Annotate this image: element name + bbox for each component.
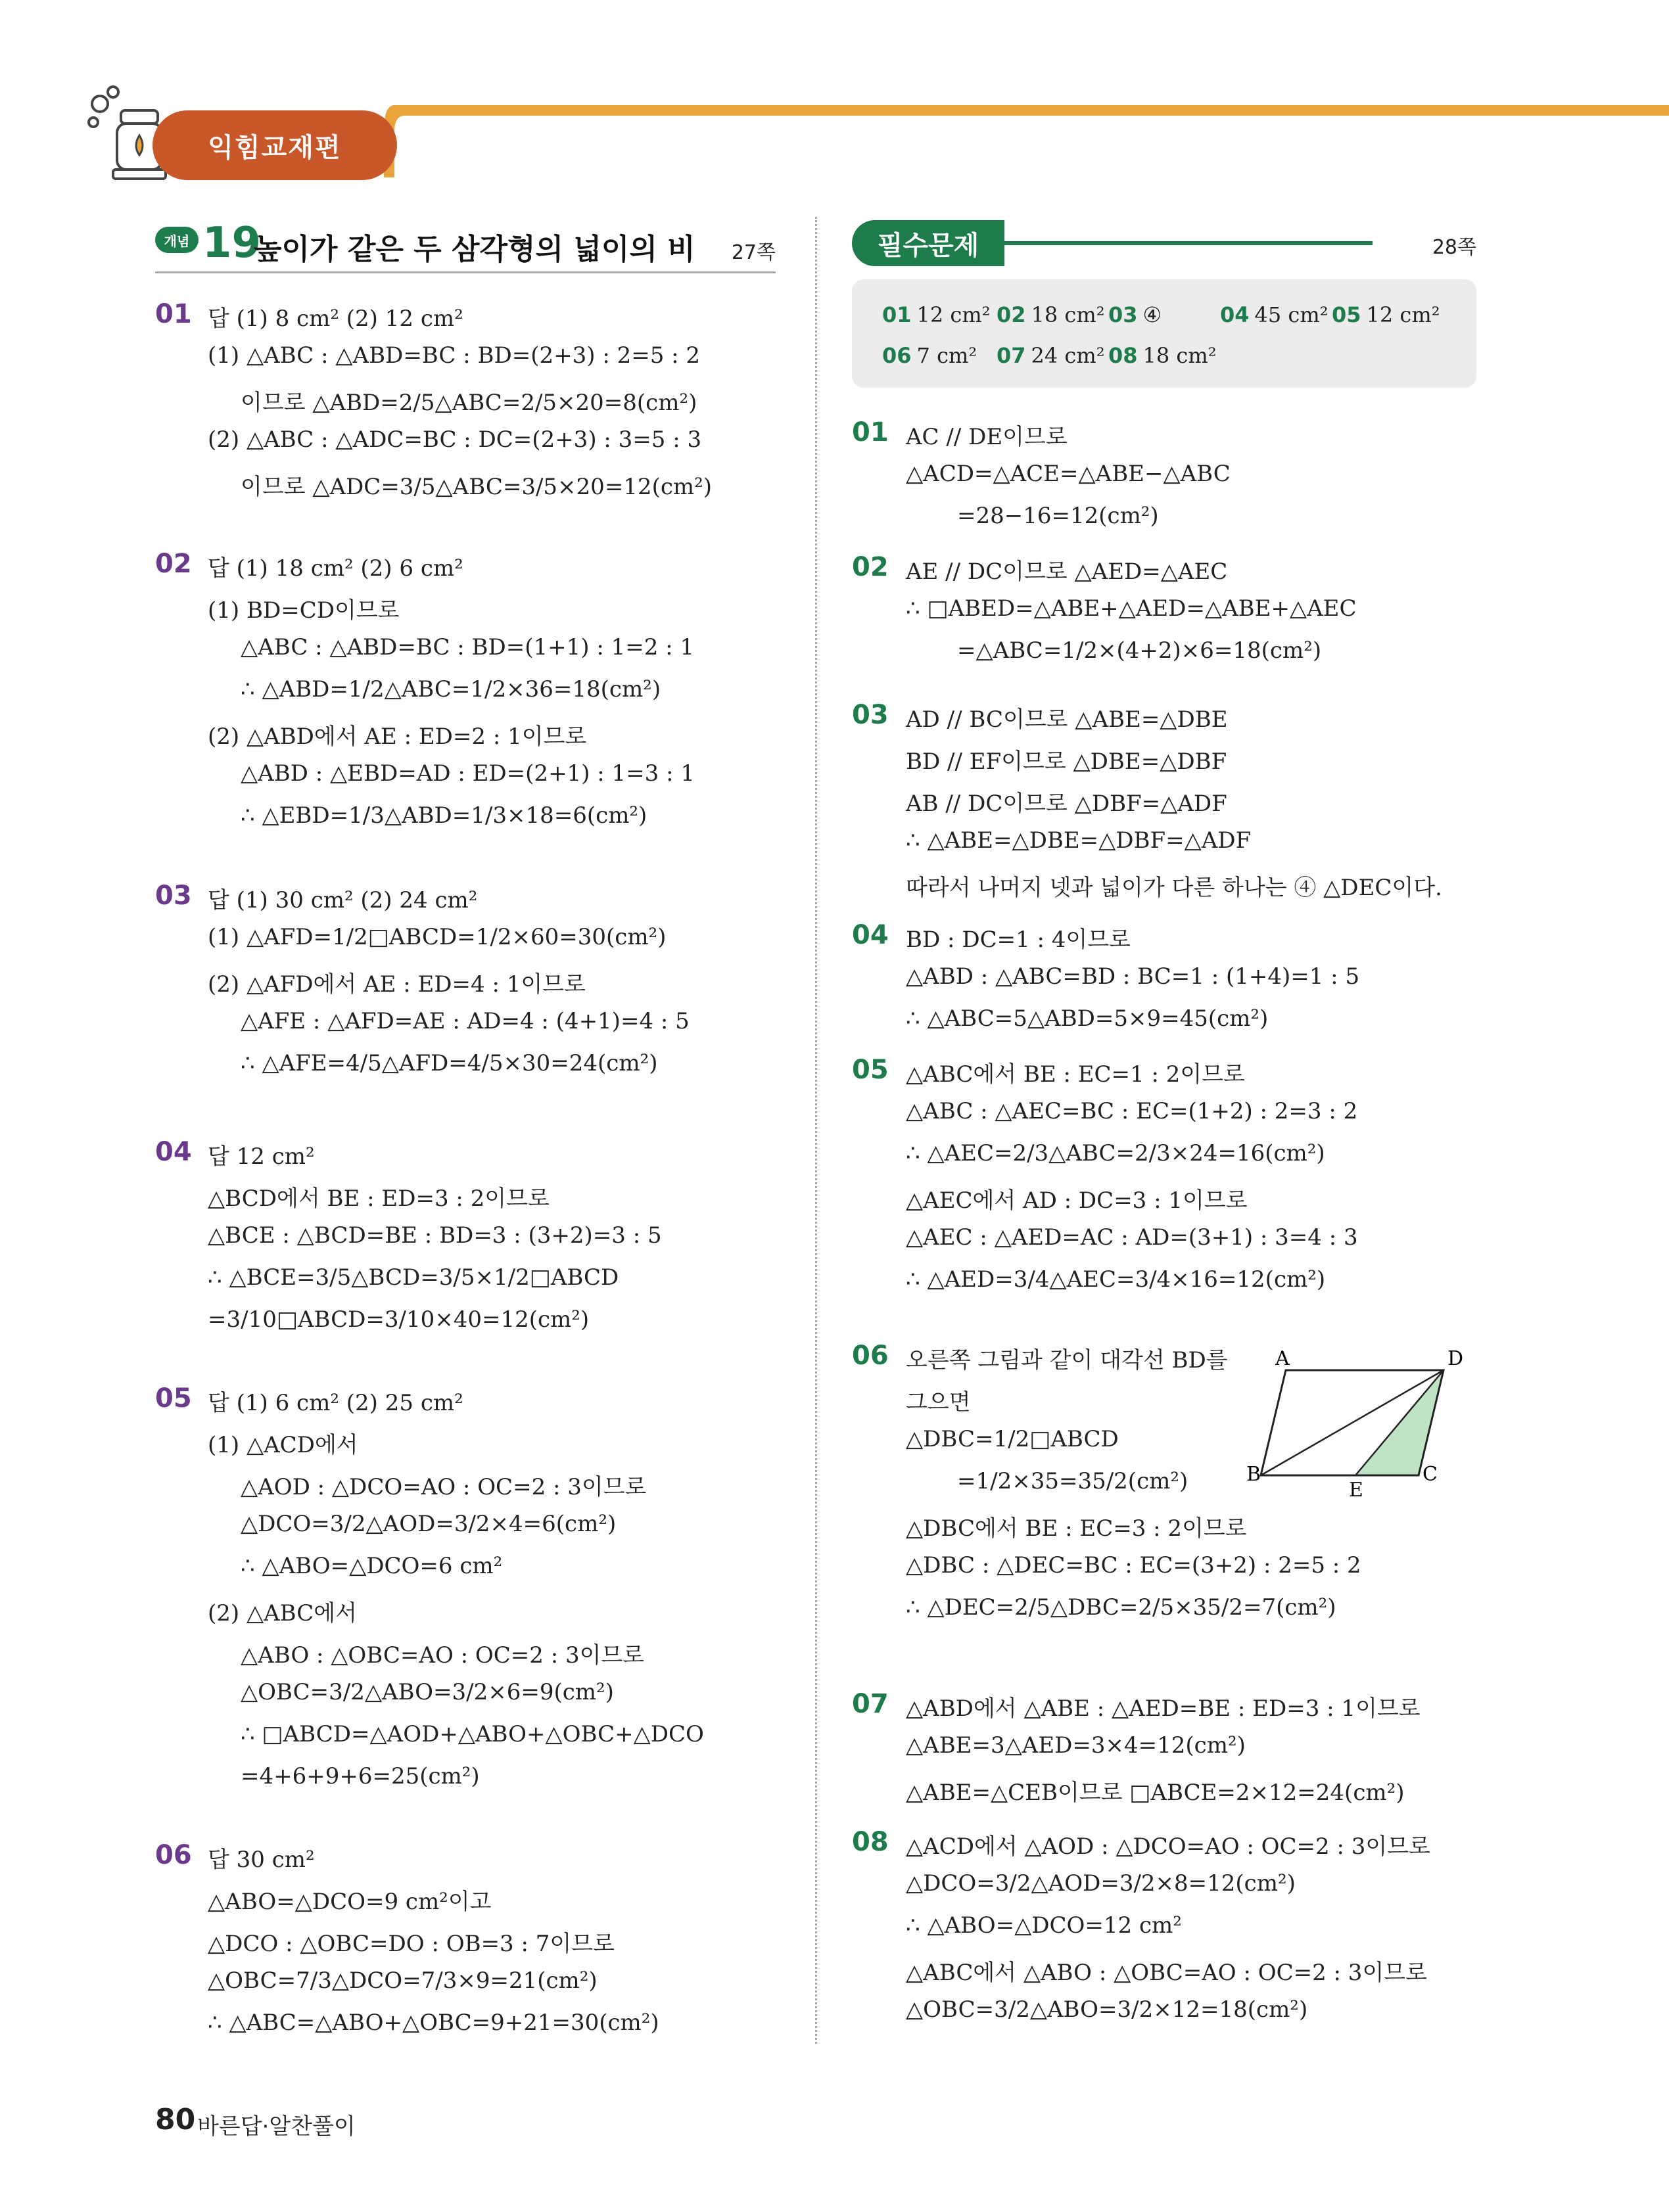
solution-line: ∴ △EBD=1/3△ABD=1/3×18=6(cm²) bbox=[241, 802, 647, 829]
answer-line: 답 (1) 6 cm² (2) 25 cm² bbox=[208, 1390, 463, 1416]
required-problems-rule bbox=[1004, 241, 1373, 245]
solution-line: △DCO : △OBC=DO : OB=3 : 7이므로 bbox=[208, 1931, 615, 1957]
answer-summary-num: 02 bbox=[997, 302, 1026, 327]
answer-summary-value: ④ bbox=[1142, 302, 1162, 327]
solution-line: (2) △ABC : △ADC=BC : DC=(2+3) : 3=5 : 3 bbox=[208, 426, 702, 453]
problem-solution-line: ∴ △AED=3/4△AEC=3/4×16=12(cm²) bbox=[906, 1266, 1326, 1293]
solution-line: (2) △AFD에서 AE : ED=4 : 1이므로 bbox=[208, 971, 586, 998]
answer-summary-value: 12 cm² bbox=[916, 302, 991, 327]
column-divider bbox=[815, 217, 817, 2044]
problem-solution-line: △DCO=3/2△AOD=3/2×8=12(cm²) bbox=[906, 1870, 1296, 1897]
problem-solution-line: ∴ △ABO=△DCO=12 cm² bbox=[906, 1912, 1182, 1939]
solution-line: 이므로 △ADC=3/5△ABC=3/5×20=12(cm²) bbox=[241, 474, 713, 500]
answer-line: 답 30 cm² bbox=[208, 1847, 315, 1873]
solution-line: ∴ △ABC=△ABO+△OBC=9+21=30(cm²) bbox=[208, 2010, 659, 2036]
problem-solution-line: BD // EF이므로 △DBE=△DBF bbox=[906, 749, 1227, 775]
problem-solution-line: AB // DC이므로 △DBF=△ADF bbox=[906, 791, 1227, 817]
problem-solution-line: △ABC : △AEC=BC : EC=(1+2) : 2=3 : 2 bbox=[906, 1098, 1358, 1124]
solution-line: △BCE : △BCD=BE : BD=3 : (3+2)=3 : 5 bbox=[208, 1222, 662, 1249]
problem-solution-line: ∴ △ABC=5△ABD=5×9=45(cm²) bbox=[906, 1005, 1269, 1032]
solution-line: △OBC=3/2△ABO=3/2×6=9(cm²) bbox=[241, 1679, 614, 1705]
problem-solution-line: =△ABC=1/2×(4+2)×6=18(cm²) bbox=[957, 637, 1322, 664]
solution-number: 03 bbox=[155, 881, 192, 911]
problem-solution-line: AC // DE이므로 bbox=[906, 424, 1068, 450]
answer-summary-item bbox=[882, 343, 977, 368]
solution-number: 02 bbox=[155, 549, 192, 579]
problem-solution-line: △ACD에서 △AOD : △DCO=AO : OC=2 : 3이므로 bbox=[906, 1833, 1430, 1860]
solution-line: △ABO : △OBC=AO : OC=2 : 3이므로 bbox=[241, 1642, 645, 1669]
figure-label-d: D bbox=[1447, 1347, 1464, 1370]
problem-number: 02 bbox=[852, 552, 889, 582]
solution-line: (1) △AFD=1/2□ABCD=1/2×60=30(cm²) bbox=[208, 924, 667, 950]
figure-label-e: E bbox=[1349, 1479, 1363, 1502]
answer-summary-num: 07 bbox=[997, 343, 1026, 368]
solution-line: △DCO=3/2△AOD=3/2×4=6(cm²) bbox=[241, 1511, 617, 1537]
problem-solution-line: △ABD : △ABC=BD : BC=1 : (1+4)=1 : 5 bbox=[906, 963, 1360, 990]
solution-line: (2) △ABC에서 bbox=[208, 1600, 357, 1626]
solution-line: △ABD : △EBD=AD : ED=(2+1) : 1=3 : 1 bbox=[241, 760, 695, 787]
answer-summary-num: 08 bbox=[1108, 343, 1138, 368]
solution-line: (1) △ABC : △ABD=BC : BD=(2+3) : 2=5 : 2 bbox=[208, 342, 701, 369]
problem-solution-line: △DBC : △DEC=BC : EC=(3+2) : 2=5 : 2 bbox=[906, 1552, 1361, 1578]
problem-number: 08 bbox=[852, 1827, 889, 1857]
problem-solution-line: △OBC=3/2△ABO=3/2×12=18(cm²) bbox=[906, 1996, 1308, 2023]
solution-line: △ABC : △ABD=BC : BD=(1+1) : 1=2 : 1 bbox=[241, 634, 695, 660]
answer-summary-num: 03 bbox=[1108, 302, 1138, 327]
problem-solution-line: =1/2×35=35/2(cm²) bbox=[957, 1468, 1188, 1494]
solution-line: =4+6+9+6=25(cm²) bbox=[241, 1763, 480, 1789]
problem-number: 03 bbox=[852, 700, 889, 730]
solution-line: (1) BD=CD이므로 bbox=[208, 597, 400, 624]
problem-solution-line: △ABE=△CEB이므로 □ABCE=2×12=24(cm²) bbox=[906, 1780, 1405, 1806]
problem-solution-line: AE // DC이므로 △AED=△AEC bbox=[906, 559, 1228, 585]
solution-line: =3/10□ABCD=3/10×40=12(cm²) bbox=[208, 1306, 590, 1333]
required-problems-header bbox=[852, 220, 1476, 266]
answer-line: 답 (1) 8 cm² (2) 12 cm² bbox=[208, 306, 463, 332]
answer-summary-value: 18 cm² bbox=[1031, 302, 1105, 327]
solution-line: ∴ △BCE=3/5△BCD=3/5×1/2□ABCD bbox=[208, 1264, 619, 1291]
figure-label-b: B bbox=[1246, 1463, 1261, 1486]
section-page-ref: 27쪽 bbox=[731, 241, 776, 264]
problem-solution-line: BD : DC=1 : 4이므로 bbox=[906, 927, 1131, 953]
solution-line: △OBC=7/3△DCO=7/3×9=21(cm²) bbox=[208, 1968, 598, 1994]
solution-number: 04 bbox=[155, 1137, 192, 1167]
section-number: 19 bbox=[202, 219, 262, 267]
solution-line: (2) △ABD에서 AE : ED=2 : 1이므로 bbox=[208, 724, 587, 750]
problem-solution-line: △ABD에서 △ABE : △AED=BE : ED=3 : 1이므로 bbox=[906, 1695, 1421, 1722]
header-tab: 익힘교재편 bbox=[153, 110, 397, 180]
solution-line: △BCD에서 BE : ED=3 : 2이므로 bbox=[208, 1186, 550, 1212]
solution-number: 06 bbox=[155, 1840, 192, 1870]
parallelogram-figure bbox=[1246, 1344, 1496, 1502]
answer-summary-num: 01 bbox=[882, 302, 912, 327]
problem-solution-line: △DBC에서 BE : EC=3 : 2이므로 bbox=[906, 1515, 1247, 1542]
problem-solution-line: △ABC에서 △ABO : △OBC=AO : OC=2 : 3이므로 bbox=[906, 1960, 1427, 1986]
answer-line: 답 (1) 18 cm² (2) 6 cm² bbox=[208, 555, 463, 582]
solution-number: 01 bbox=[155, 299, 192, 329]
answer-summary-value: 45 cm² bbox=[1254, 302, 1328, 327]
figure-label-a: A bbox=[1275, 1347, 1290, 1370]
answer-summary-item bbox=[1108, 302, 1162, 327]
answer-summary-item bbox=[882, 302, 991, 327]
problem-number: 07 bbox=[852, 1689, 889, 1719]
solution-line: ∴ △ABO=△DCO=6 cm² bbox=[241, 1553, 503, 1579]
answer-summary-item bbox=[997, 302, 1105, 327]
problem-solution-line: ∴ △DEC=2/5△DBC=2/5×35/2=7(cm²) bbox=[906, 1594, 1336, 1621]
solution-line: △AOD : △DCO=AO : OC=2 : 3이므로 bbox=[241, 1474, 647, 1500]
problem-solution-line: 그으면 bbox=[906, 1389, 971, 1416]
header-bar bbox=[394, 105, 1669, 116]
answer-line: 답 (1) 30 cm² (2) 24 cm² bbox=[208, 887, 478, 913]
answer-summary-value: 7 cm² bbox=[916, 343, 977, 368]
solution-line: 이므로 △ABD=2/5△ABC=2/5×20=8(cm²) bbox=[241, 390, 697, 416]
problem-solution-line: △ABC에서 BE : EC=1 : 2이므로 bbox=[906, 1061, 1245, 1088]
answer-summary-item bbox=[1220, 302, 1328, 327]
answer-line: 답 12 cm² bbox=[208, 1143, 315, 1170]
solution-line: ∴ △AFE=4/5△AFD=4/5×30=24(cm²) bbox=[241, 1050, 658, 1076]
answer-summary-num: 04 bbox=[1220, 302, 1250, 327]
section-title-bar bbox=[155, 220, 776, 273]
answer-summary-box bbox=[852, 279, 1476, 388]
answer-summary-item bbox=[1108, 343, 1217, 368]
problem-solution-line: AD // BC이므로 △ABE=△DBE bbox=[906, 706, 1228, 733]
problem-solution-line: ∴ □ABED=△ABE+△AED=△ABE+△AEC bbox=[906, 595, 1357, 622]
solution-line: (1) △ACD에서 bbox=[208, 1432, 358, 1458]
problem-solution-line: ∴ △AEC=2/3△ABC=2/3×24=16(cm²) bbox=[906, 1140, 1325, 1166]
footer-text: 바른답·알찬풀이 bbox=[197, 2113, 356, 2140]
problem-solution-line: △ACD=△ACE=△ABE−△ABC bbox=[906, 461, 1231, 487]
solution-line: △ABO=△DCO=9 cm²이고 bbox=[208, 1889, 492, 1915]
problem-number: 06 bbox=[852, 1341, 889, 1371]
problem-number: 01 bbox=[852, 417, 889, 448]
solution-line: △AFE : △AFD=AE : AD=4 : (4+1)=4 : 5 bbox=[241, 1008, 690, 1034]
problem-solution-line: ∴ △ABE=△DBE=△DBF=△ADF bbox=[906, 827, 1252, 854]
section-title: 높이가 같은 두 삼각형의 넓이의 비 bbox=[254, 233, 695, 266]
problem-number: 05 bbox=[852, 1055, 889, 1085]
required-problems-page-ref: 28쪽 bbox=[1432, 236, 1476, 259]
solution-line: ∴ □ABCD=△AOD+△ABO+△OBC+△DCO bbox=[241, 1721, 704, 1747]
answer-summary-value: 24 cm² bbox=[1031, 343, 1105, 368]
answer-summary-num: 06 bbox=[882, 343, 912, 368]
problem-solution-line: △ABE=3△AED=3×4=12(cm²) bbox=[906, 1732, 1246, 1759]
answer-summary-value: 18 cm² bbox=[1142, 343, 1217, 368]
problem-solution-line: 따라서 나머지 넷과 넓이가 다른 하나는 ④ △DEC이다. bbox=[906, 875, 1442, 901]
concept-badge: 개념 bbox=[155, 227, 199, 253]
required-problems-label: 필수문제 bbox=[852, 220, 1004, 266]
problem-solution-line: △AEC : △AED=AC : AD=(3+1) : 3=4 : 3 bbox=[906, 1224, 1358, 1251]
problem-solution-line: =28−16=12(cm²) bbox=[957, 503, 1159, 529]
answer-summary-num: 05 bbox=[1332, 302, 1361, 327]
problem-solution-line: △DBC=1/2□ABCD bbox=[906, 1426, 1119, 1452]
answer-summary-value: 12 cm² bbox=[1366, 302, 1440, 327]
page-number: 80 bbox=[155, 2103, 196, 2136]
problem-number: 04 bbox=[852, 920, 889, 950]
solution-number: 05 bbox=[155, 1383, 192, 1414]
answer-summary-item bbox=[1332, 302, 1440, 327]
figure-label-c: C bbox=[1422, 1463, 1438, 1486]
solution-line: ∴ △ABD=1/2△ABC=1/2×36=18(cm²) bbox=[241, 676, 661, 703]
problem-solution-line: △AEC에서 AD : DC=3 : 1이므로 bbox=[906, 1187, 1248, 1214]
problem-solution-line: 오른쪽 그림과 같이 대각선 BD를 bbox=[906, 1347, 1228, 1373]
answer-summary-item bbox=[997, 343, 1105, 368]
